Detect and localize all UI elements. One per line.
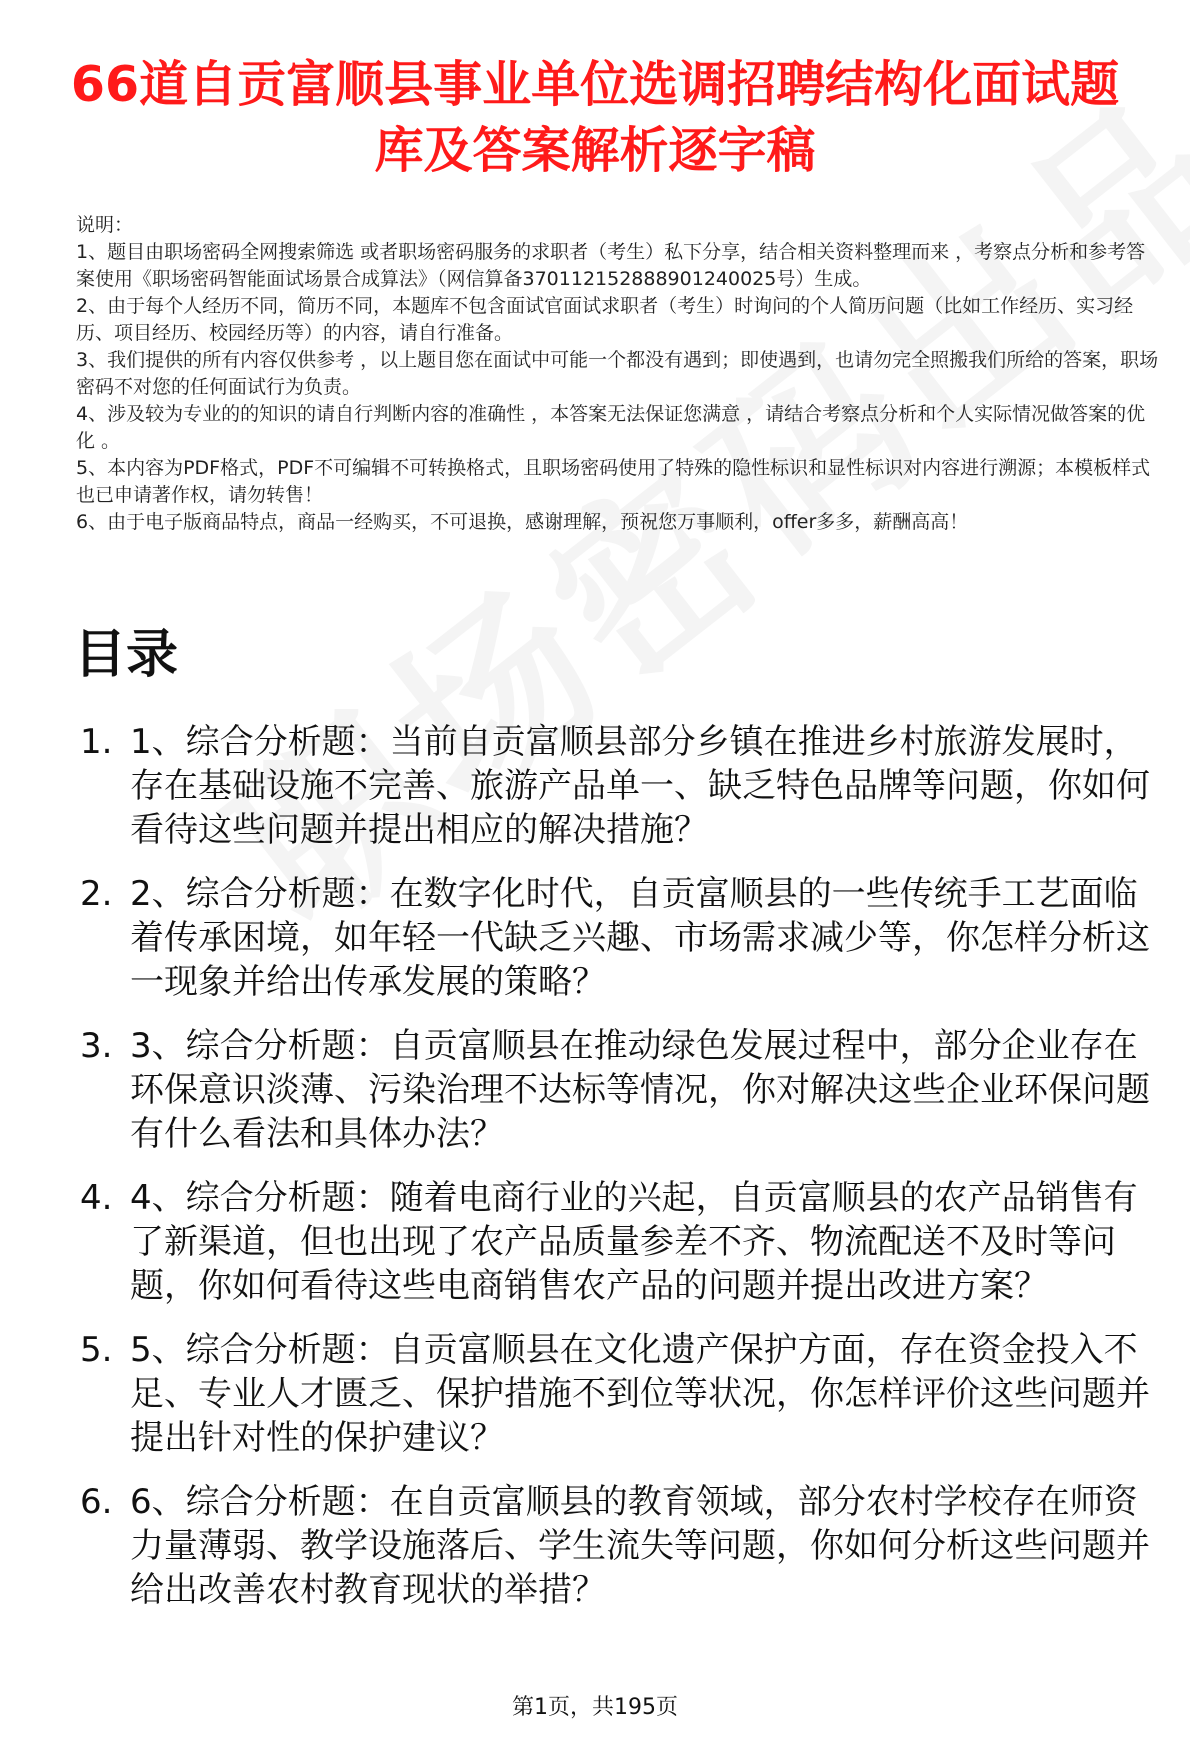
note-item: 4、涉及较为专业的的知识的请自行判断内容的准确性 ，本答案无法保证您满意 ，请结合考察点分析和个人实际情况做答案的优化 。 <box>76 403 1146 452</box>
toc-item[interactable] <box>80 872 1170 1004</box>
toc-item-number: 6. <box>80 1482 113 1522</box>
toc-item-number: 5. <box>80 1330 113 1370</box>
notes-section <box>76 212 1164 536</box>
toc-item[interactable] <box>80 1328 1170 1460</box>
note-item: 2、由于每个人经历不同，简历不同，本题库不包含面试官面试求职者（考生）时询问的个人简历问题（比如工作经历、实习经历、项目经历、校园经历等）的内容，请自行准备。 <box>76 295 1134 344</box>
note-item: 3、我们提供的所有内容仅供参考 ，以上题目您在面试中可能一个都没有遇到；即使遇到，也请勿完全照搬我们所给的答案，职场密码不对您的任何面试行为负责。 <box>76 349 1159 398</box>
toc-item[interactable] <box>80 1176 1170 1308</box>
toc-list <box>80 720 1170 1632</box>
toc-heading: 目录 <box>74 625 179 685</box>
toc-item[interactable] <box>80 720 1170 852</box>
page-footer: 第1页，共195页 <box>512 1695 678 1720</box>
toc-item-number: 2. <box>80 874 113 914</box>
toc-item-number: 3. <box>80 1026 113 1066</box>
document-title: 66道自贡富顺县事业单位选调招聘结构化面试题库及答案解析逐字稿 <box>70 56 1120 179</box>
toc-item[interactable] <box>80 1480 1170 1612</box>
toc-item-text[interactable]: 3、综合分析题：自贡富顺县在推动绿色发展过程中，部分企业存在环保意识淡薄、污染治理不达标等情况，你对解决这些企业环保问题有什么看法和具体办法？ <box>130 1026 1150 1154</box>
toc-item-text[interactable]: 2、综合分析题：在数字化时代，自贡富顺县的一些传统手工艺面临着传承困境，如年轻一代缺乏兴趣、市场需求减少等，你怎样分析这一现象并给出传承发展的策略？ <box>130 874 1150 1002</box>
toc-item[interactable] <box>80 1024 1170 1156</box>
toc-item-text[interactable]: 4、综合分析题：随着电商行业的兴起，自贡富顺县的农产品销售有了新渠道，但也出现了农产品质量参差不齐、物流配送不及时等问题，你如何看待这些电商销售农产品的问题并提出改进方案？ <box>130 1178 1138 1306</box>
notes-label: 说明： <box>76 214 134 236</box>
note-item: 5、本内容为PDF格式，PDF不可编辑不可转换格式，且职场密码使用了特殊的隐性标识和显性标识对内容进行溯源；本模板样式也已申请著作权，请勿转售！ <box>76 457 1151 506</box>
toc-item-text[interactable]: 1、综合分析题：当前自贡富顺县部分乡镇在推进乡村旅游发展时，存在基础设施不完善、旅游产品单一、缺乏特色品牌等问题，你如何看待这些问题并提出相应的解决措施？ <box>130 722 1150 850</box>
note-item: 6、由于电子版商品特点，商品一经购买，不可退换，感谢理解，预祝您万事顺利，offer多多，薪酬高高！ <box>76 511 969 533</box>
note-item: 1、题目由职场密码全网搜索筛选 或者职场密码服务的求职者（考生）私下分享，结合相关资料整理而来 ，考察点分析和参考答案使用《职场密码智能面试场景合成算法》（网信算备370112152888901240025号）生成。 <box>76 241 1146 290</box>
toc-item-text[interactable]: 5、综合分析题：自贡富顺县在文化遗产保护方面，存在资金投入不足、专业人才匮乏、保护措施不到位等状况，你怎样评价这些问题并提出针对性的保护建议？ <box>130 1330 1150 1458</box>
toc-item-number: 1. <box>80 722 113 762</box>
toc-item-text[interactable]: 6、综合分析题：在自贡富顺县的教育领域，部分农村学校存在师资力量薄弱、教学设施落后、学生流失等问题，你如何分析这些问题并给出改善农村教育现状的举措？ <box>130 1482 1150 1610</box>
toc-item-number: 4. <box>80 1178 113 1218</box>
